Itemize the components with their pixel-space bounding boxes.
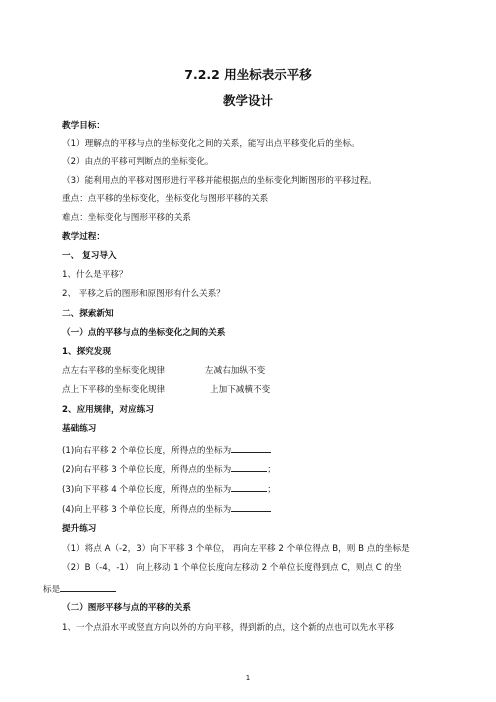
explore-heading: 1、探究发现 [62,347,111,357]
answer-blank [231,483,267,492]
basic-practice-heading: 基础练习 [62,424,97,434]
key-point: 重点：点平移的坐标变化，坐标变化与图形平移的关系 [62,194,269,204]
advanced-exercise-1: （1）将点 A（-2，3）向下平移 3 个单位， 再向左平移 2 个单位得点 B，则 B 点的坐标是 [62,544,410,554]
basic-exercise-4 [62,503,271,516]
apply-heading: 2、应用规律，对应练习 [62,405,154,415]
rule-1-label: 点左右平移的坐标变化规律 [62,366,166,376]
basic-exercise-1 [62,444,271,457]
section-1-heading: 一、 复习导入 [62,251,117,261]
answer-blank [231,463,267,472]
objective-3: （3）能利用点的平移对图形进行平移并能根据点的坐标变化判断图形的平移过程。 [62,176,377,186]
review-question-2: 2、 平移之后的图形和原图形有什么关系？ [62,289,225,299]
difficulty: 难点：坐标变化与图形平移的关系 [62,213,191,223]
process-heading: 教学过程： [62,232,105,242]
review-question-1: 1、什么是平移？ [62,270,128,280]
basic-exercise-1-text: (1)向右平移 2 个单位长度，所得点的坐标为 [62,446,232,456]
answer-blank [60,583,116,592]
basic-exercise-2-text: (2)向右平移 3 个单位长度，所得点的坐标为 [62,465,232,475]
objective-2: （2）由点的平移可判断点的坐标变化。 [62,157,214,167]
basic-exercise-2: (2)向右平移 3 个单位长度，所得点的坐标为 ； [62,465,276,475]
page-number: 1 [245,674,251,682]
basic-exercise-3-text: (3)向下平移 4 个单位长度，所得点的坐标为 [62,485,232,495]
advanced-exercise-2-cont: 标是 [43,583,116,596]
objective-1: （1）理解点的平移与点的坐标变化之间的关系，能写出点平移变化后的坐标。 [62,139,360,149]
advanced-exercise-2: （2）B（-4，-1） 向上移动 1 个单位长度向左移动 2 个单位长度得到点 C，则点 C 的坐 [62,563,402,573]
objectives-heading: 教学目标： [62,121,105,131]
rule-2-label: 点上下平移的坐标变化规律 [62,385,166,395]
subsection-1-heading: （一）点的平移与点的坐标变化之间的关系 [62,328,226,338]
answer-blank [231,444,271,453]
basic-exercise-4-text: (4)向上平移 3 个单位长度，所得点的坐标为 [62,505,232,515]
answer-blank [231,503,271,512]
rule-1-mnemonic: 左减右加纵不变 [205,366,266,376]
rule-2-mnemonic: 上加下减横不变 [210,385,271,395]
basic-exercise-3: (3)向下平移 4 个单位长度，所得点的坐标为 ； [62,485,276,495]
subsection-2-heading: （二）图形平移与点的平移的关系 [62,603,191,613]
advanced-practice-heading: 提升练习 [62,524,97,534]
doc-subtitle: 教学设计 [222,93,273,108]
section-2-heading: 二、探索新知 [62,309,114,319]
translation-note-line: 1、一个点沿水平或竖直方向以外的方向平移，得到新的点，这个新的点也可以先水平移 [62,623,395,633]
doc-title: 7.2.2 用坐标表示平移 [184,67,312,82]
